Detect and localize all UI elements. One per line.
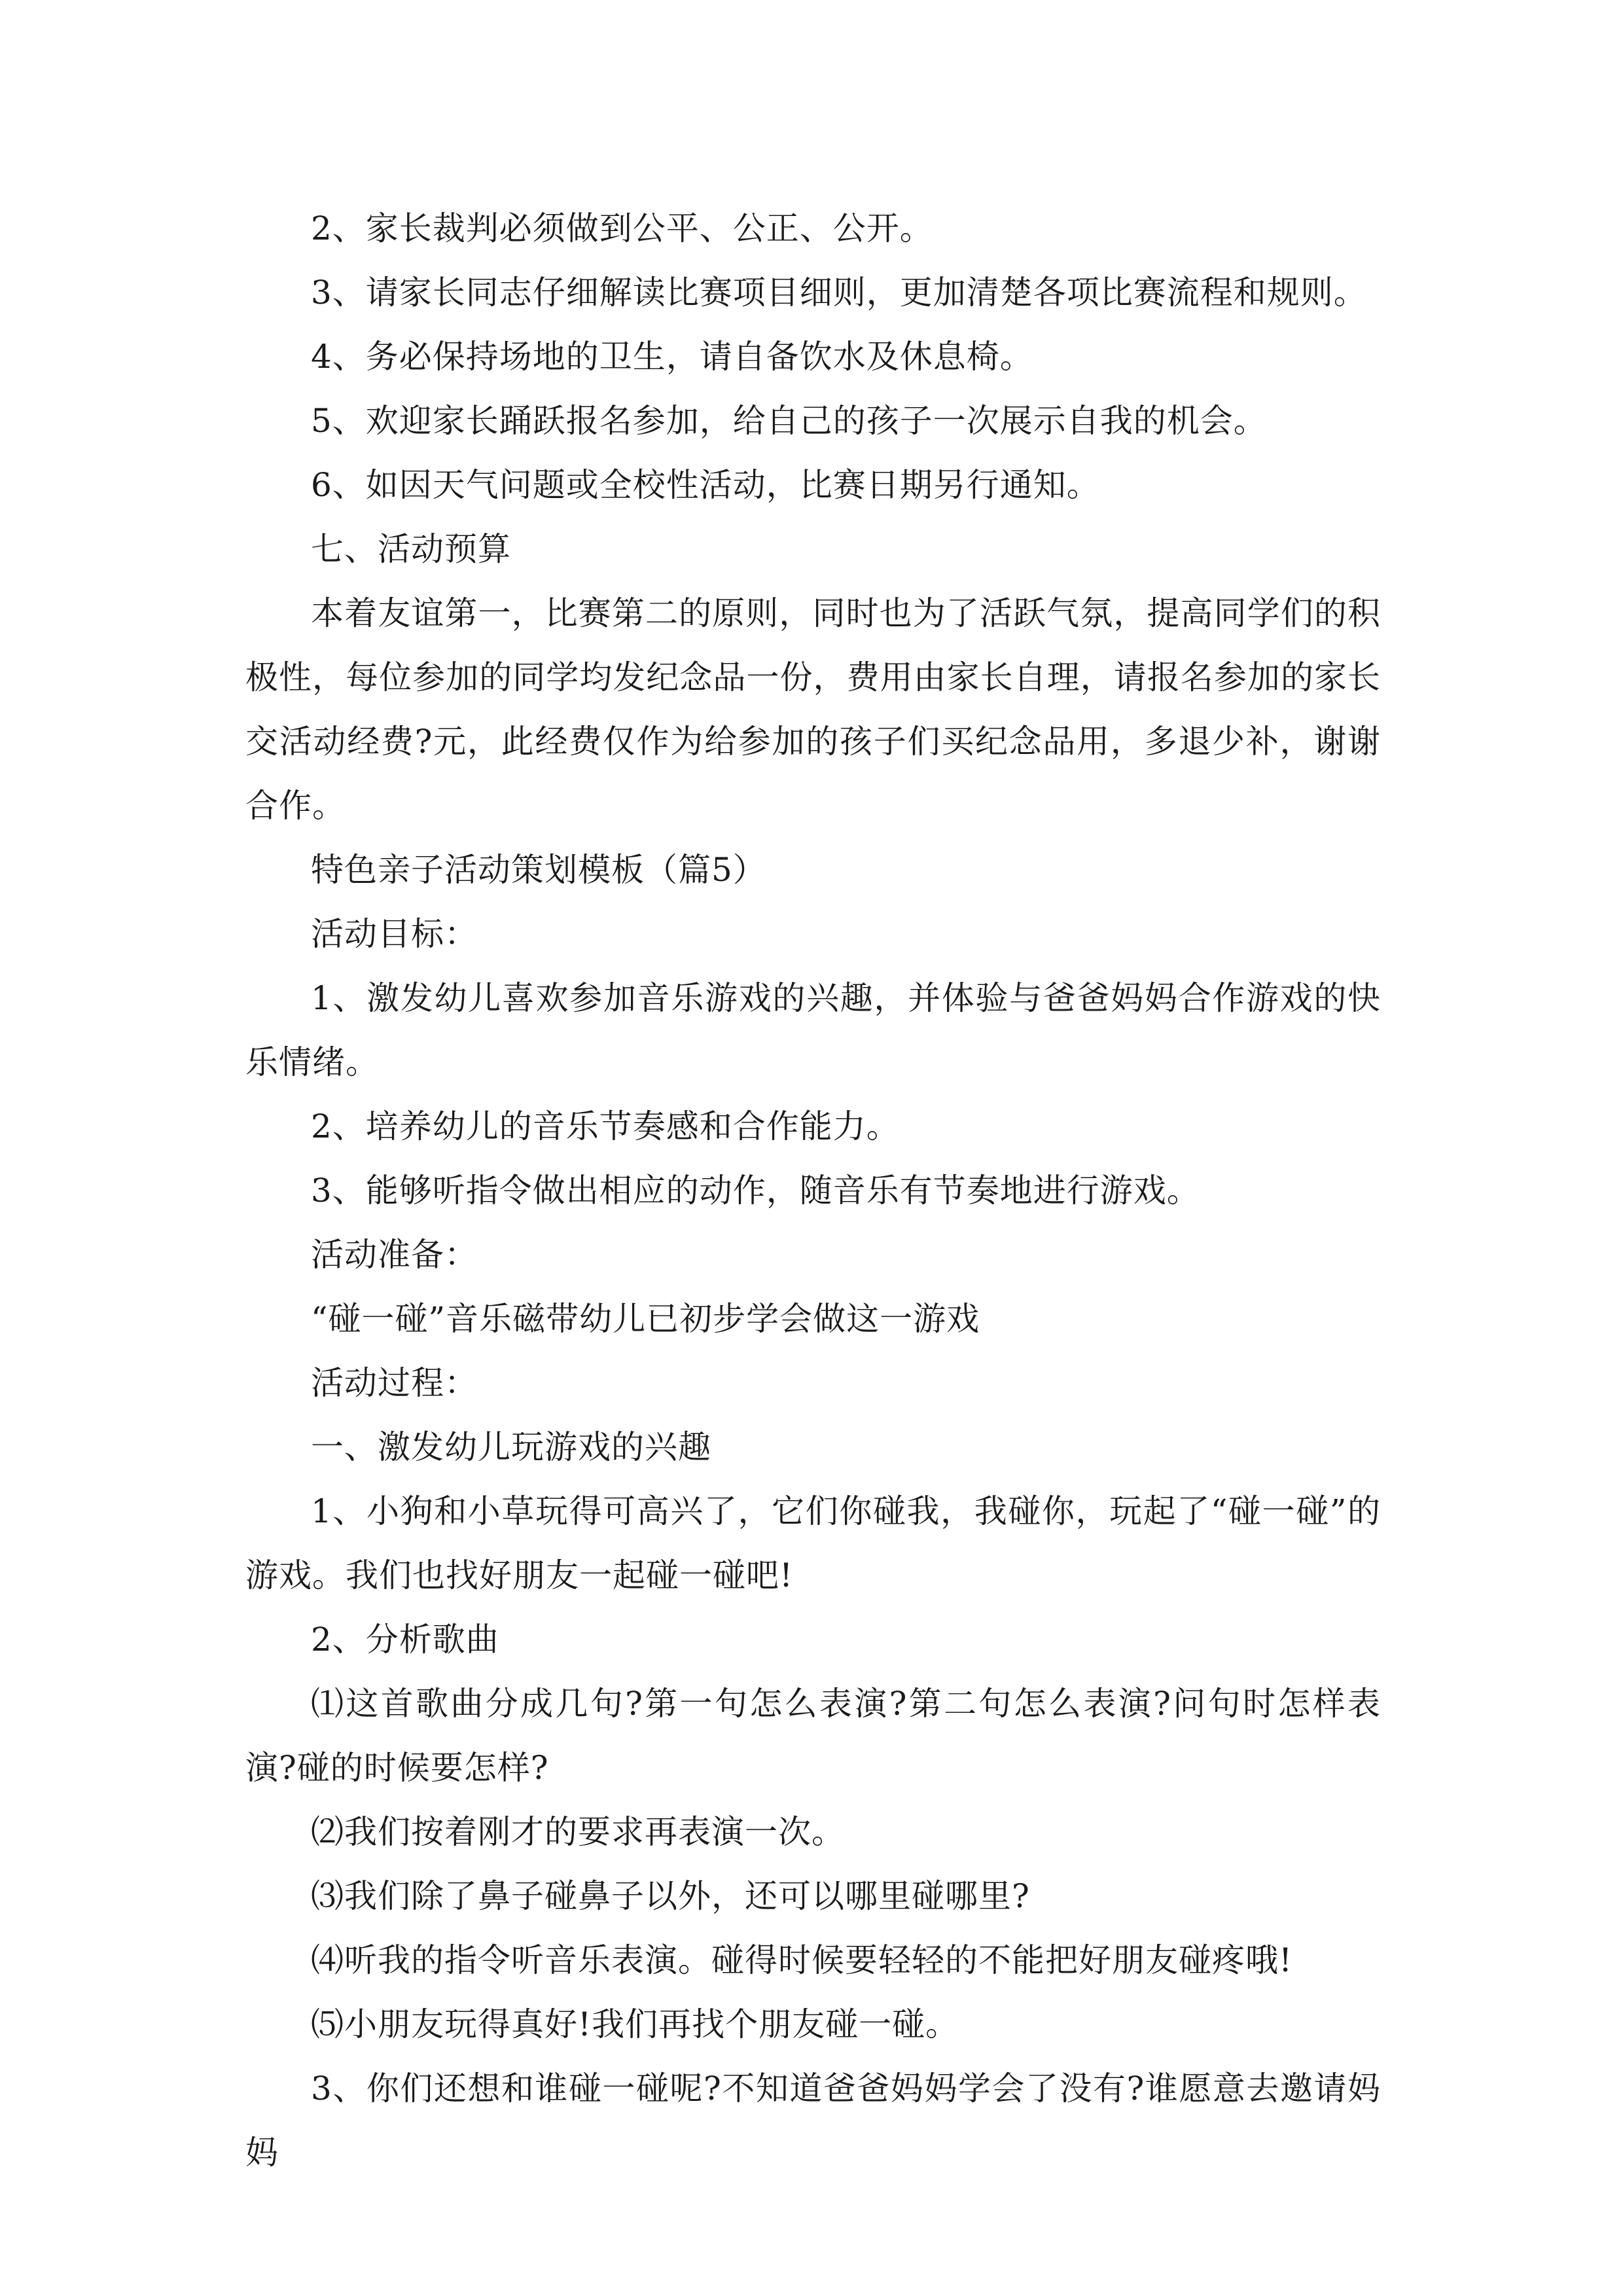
paragraph: 5、欢迎家长踊跃报名参加，给自己的孩子一次展示自我的机会。 xyxy=(311,402,1267,440)
paragraph: 2、分析歌曲 xyxy=(311,1621,499,1659)
paragraph: 6、如因天气问题或全校性活动，比赛日期另行通知。 xyxy=(311,466,1100,504)
paragraph: 3、能够听指令做出相应的动作，随音乐有节奏地进行游戏。 xyxy=(311,1172,1200,1210)
section-heading: 活动过程： xyxy=(311,1364,478,1402)
paragraph: 本着友谊第一，比赛第二的原则，同时也为了活跃气氛，提高同学们的积极性，每位参加的同学均发纪念品一份，费用由家长自理，请报名参加的家长交活动经费?元，此经费仅作为给参加的孩子们买纪念品用，多退少补，谢谢合作。 xyxy=(245,594,1381,825)
paragraph: ⑸小朋友玩得真好!我们再找个朋友碰一碰。 xyxy=(311,2005,959,2043)
paragraph: ⑷听我的指令听音乐表演。碰得时候要轻轻的不能把好朋友碰疼哦! xyxy=(311,1941,1293,1979)
paragraph: “碰一碰”音乐磁带幼儿已初步学会做这一游戏 xyxy=(311,1300,980,1338)
section-heading: 活动目标： xyxy=(311,915,478,953)
paragraph: 1、小狗和小草玩得可高兴了，它们你碰我，我碰你，玩起了“碰一碰”的游戏。我们也找好朋友一起碰一碰吧! xyxy=(245,1492,1381,1594)
paragraph: 4、务必保持场地的卫生，请自备饮水及休息椅。 xyxy=(311,338,1033,376)
paragraph: 3、请家长同志仔细解读比赛项目细则，更加清楚各项比赛流程和规则。 xyxy=(311,274,1367,312)
section-heading: 活动准备： xyxy=(311,1236,478,1274)
section-heading: 七、活动预算 xyxy=(311,530,511,568)
paragraph: ⑶我们除了鼻子碰鼻子以外，还可以哪里碰哪里? xyxy=(311,1877,1030,1915)
paragraph: 1、激发幼儿喜欢参加音乐游戏的兴趣，并体验与爸爸妈妈合作游戏的快乐情绪。 xyxy=(245,979,1381,1081)
section-heading: 一、激发幼儿玩游戏的兴趣 xyxy=(311,1428,711,1466)
document-body xyxy=(245,196,1381,2185)
section-title: 特色亲子活动策划模板（篇5） xyxy=(311,851,766,889)
paragraph: ⑴这首歌曲分成几句?第一句怎么表演?第二句怎么表演?问句时怎样表演?碰的时候要怎样? xyxy=(245,1685,1381,1787)
paragraph: ⑵我们按着刚才的要求再表演一次。 xyxy=(311,1813,845,1851)
paragraph: 2、家长裁判必须做到公平、公正、公开。 xyxy=(311,209,933,247)
paragraph: 2、培养幼儿的音乐节奏感和合作能力。 xyxy=(311,1107,900,1145)
paragraph: 3、你们还想和谁碰一碰呢?不知道爸爸妈妈学会了没有?谁愿意去邀请妈妈 xyxy=(245,2070,1381,2172)
